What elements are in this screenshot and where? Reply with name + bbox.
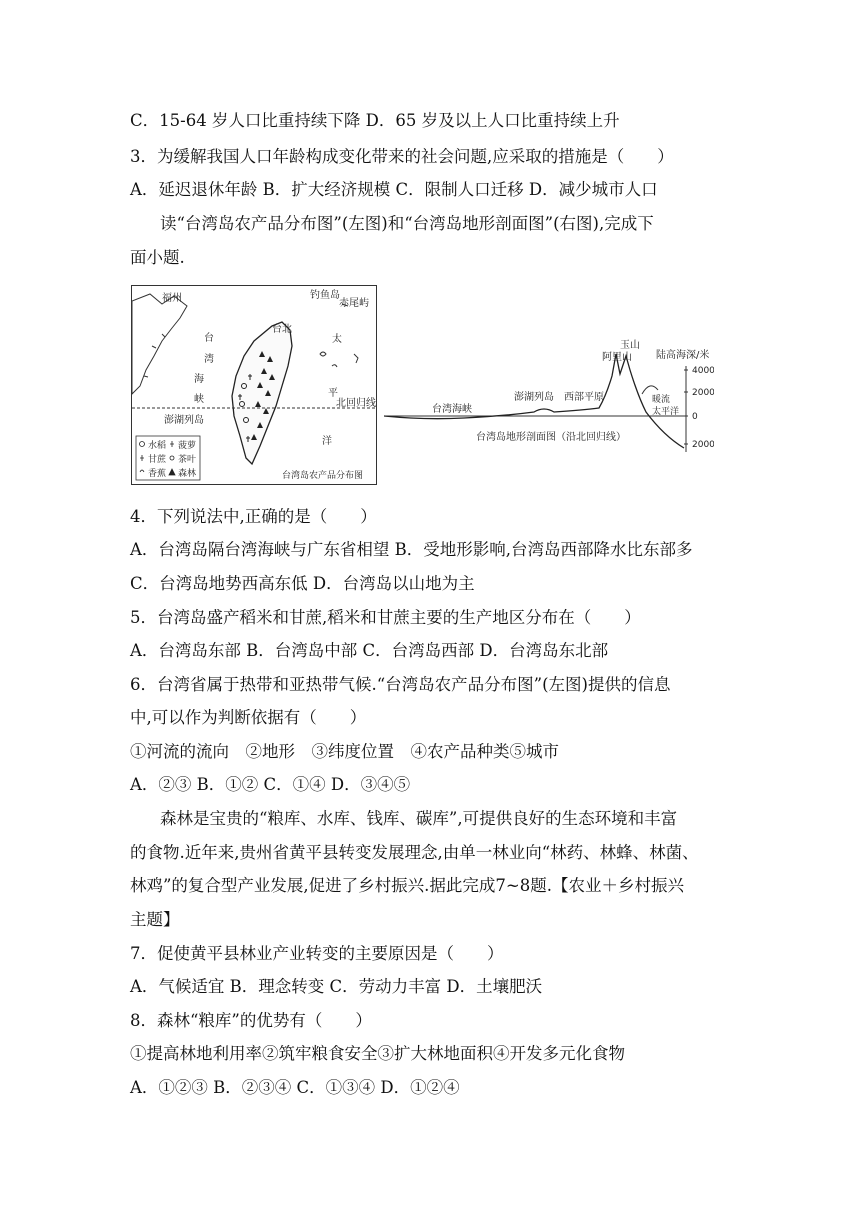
tick-0: 0 [692, 412, 698, 422]
intro-paragraph-2-line-1: 森林是宝贵的“粮库、水库、钱库、碳库”,可提供良好的生态环境和丰富 [160, 809, 678, 828]
legend-banana: 香蕉 [148, 469, 167, 479]
label-strait-1: 台 [204, 333, 214, 344]
label-strait: 台湾海峡 [432, 404, 472, 415]
taiwan-terrain-profile [384, 336, 714, 460]
question-4: 4．下列说法中,正确的是（ ） [130, 507, 377, 526]
label-alishan: 阿里山 [602, 352, 632, 363]
intro-paragraph-1-line-2: 面小题. [130, 248, 185, 267]
label-warm-current: 暖流 [652, 395, 671, 405]
label-pacific-2: 平 [328, 388, 338, 399]
intro-paragraph-2-line-2: 的食物.近年来,贵州省黄平县转变发展理念,由单一林业向“林药、林蜂、林菌、 [130, 843, 699, 862]
taiwan-agriculture-map [131, 285, 377, 485]
map-left-caption: 台湾岛农产品分布图 [282, 471, 364, 481]
label-strait-2: 湾 [204, 354, 214, 365]
question-5-options: A．台湾岛东部 B．台湾岛中部 C．台湾岛西部 D．台湾岛东北部 [130, 641, 609, 660]
question-7: 7．促使黄平县林业产业转变的主要原因是（ ） [130, 944, 504, 963]
question-6-line-2: 中,可以作为判断依据有（ ） [130, 708, 367, 727]
question-3: 3．为缓解我国人口年龄构成变化带来的社会问题,应采取的措施是（ ） [130, 147, 674, 166]
map-right-caption: 台湾岛地形剖面图（沿北回归线） [476, 432, 626, 443]
intro-paragraph-2-line-4: 主题】 [130, 910, 180, 929]
legend-forest: 森林 [178, 469, 197, 479]
taiwan-agriculture-map-graphic [132, 286, 376, 484]
question-6-line-1: 6．台湾省属于热带和亚热带气候.“台湾岛农产品分布图”(左图)提供的信息 [130, 675, 671, 694]
label-pacific-profile: 太平洋 [652, 407, 680, 417]
question-8-options: A．①②③ B．②③④ C．①③④ D．①②④ [130, 1078, 460, 1097]
legend-pineapple: 菠萝 [178, 441, 197, 451]
tick-2000-up: 2000 [692, 388, 714, 398]
question-8: 8．森林“粮库”的优势有（ ） [130, 1011, 372, 1030]
taiwan-terrain-profile-graphic [384, 336, 714, 460]
label-strait-4: 峡 [194, 394, 204, 405]
tick-2000-down: 2000 [692, 440, 714, 450]
intro-paragraph-2-line-3: 林鸡”的复合型产业发展,促进了乡村振兴.据此完成7~8题.【农业＋乡村振兴 [130, 876, 684, 895]
label-penghu: 澎湖列岛 [164, 415, 204, 426]
question-5: 5．台湾岛盛产稻米和甘蔗,稻米和甘蔗主要的生产地区分布在（ ） [130, 608, 641, 627]
legend-sugarcane: 甘蔗 [148, 455, 167, 465]
label-strait-3: 海 [194, 374, 204, 385]
text-line-option-cd: C．15-64 岁人口比重持续下降 D．65 岁及以上人口比重持续上升 [130, 111, 620, 130]
label-chiwei: 赤尾屿 [339, 298, 369, 309]
label-tropic: 北回归线 [336, 398, 376, 409]
tick-4000: 4000 [692, 366, 714, 376]
legend-rice: 水稻 [148, 441, 167, 451]
label-taibei: 台北 [272, 324, 292, 335]
intro-paragraph-1-line-1: 读“台湾岛农产品分布图”(左图)和“台湾岛地形剖面图”(右图),完成下 [160, 214, 654, 233]
question-6-options: A．②③ B．①② C．①④ D．③④⑤ [130, 775, 411, 794]
question-8-items: ①提高林地利用率②筑牢粮食安全③扩大林地面积④开发多元化食物 [130, 1044, 625, 1063]
question-4-options-2: C．台湾岛地势西高东低 D．台湾岛以山地为主 [130, 574, 475, 593]
label-diaoyu: 钓鱼岛 [310, 290, 340, 301]
label-fuzhou: 福州 [162, 293, 182, 304]
label-pacific-1: 太 [332, 334, 342, 345]
question-7-options: A．气候适宜 B．理念转变 C．劳动力丰富 D．土壤肥沃 [130, 977, 543, 996]
label-western-plain: 西部平原 [564, 392, 604, 403]
question-4-options-1: A．台湾岛隔台湾海峡与广东省相望 B．受地形影响,台湾岛西部降水比东部多 [130, 540, 693, 559]
label-yushan: 玉山 [620, 340, 640, 351]
label-pacific-3: 洋 [322, 436, 332, 447]
legend-tea: 茶叶 [178, 455, 197, 465]
question-3-options: A．延迟退休年龄 B．扩大经济规模 C．限制人口迁移 D．减少城市人口 [130, 180, 658, 199]
label-unit: 陆高海深/米 [656, 350, 710, 361]
question-6-items: ①河流的流向 ②地形 ③纬度位置 ④农产品种类⑤城市 [130, 742, 559, 761]
label-penghu-profile: 澎湖列岛 [514, 392, 554, 403]
